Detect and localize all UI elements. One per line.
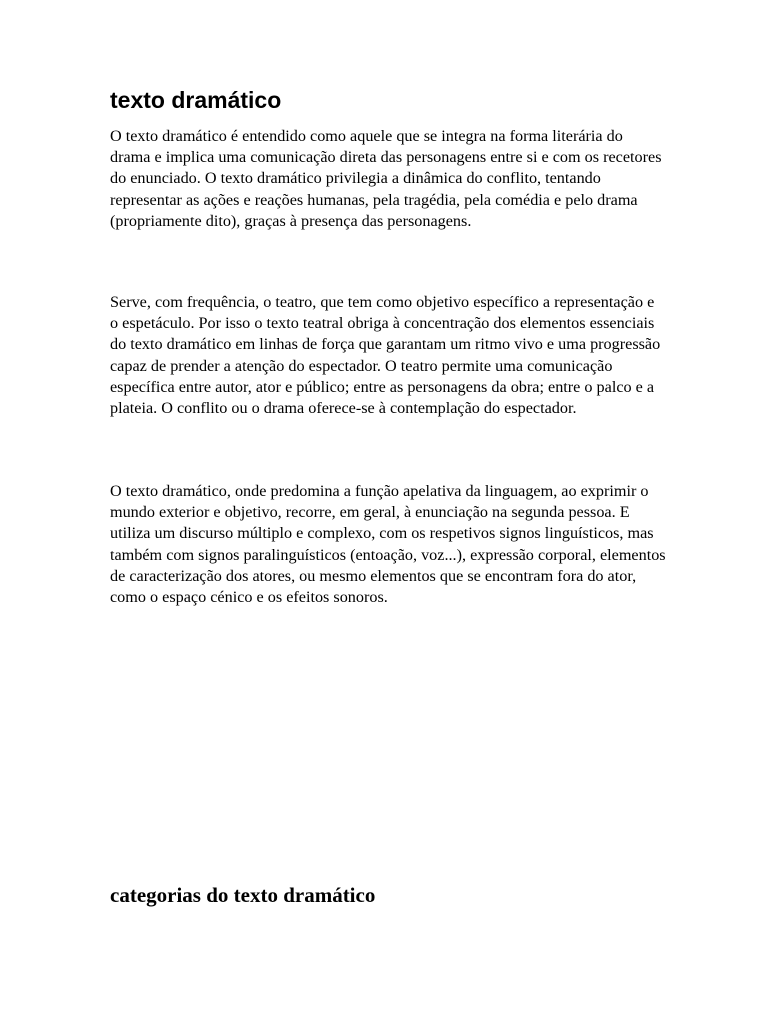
paragraph-1: O texto dramático é entendido como aquele que se integra na forma literária do drama e implica uma comunicação direta das personagens entre si e com os recetores do enunciado. O texto dramático privilegia a dinâmica do conflito, tentando representar as ações e reações humanas, pela tragédia, pela comédia e pelo drama (propriamente dito), graças à presença das personagens.: [110, 127, 662, 230]
paragraph-3: O texto dramático, onde predomina a função apelativa da linguagem, ao exprimir o mundo exterior e objetivo, recorre, em geral, à enunciação na segunda pessoa. E utiliza um discurso múltiplo e complexo, com os respetivos signos linguísticos, mas também com signos paralinguísticos (entoação, voz...), expressão corporal, elementos de caracterização dos atores, ou mesmo elementos que se encontram fora do ator, como o espaço cénico e os efeitos sonoros.: [110, 482, 666, 607]
page-title: texto dramático: [110, 87, 282, 113]
paragraph-2: Serve, com frequência, o teatro, que tem como objetivo específico a representação e o espetáculo. Por isso o texto teatral obriga à concentração dos elementos essenciais do texto dramático em linhas de força que garantam um ritmo vivo e uma progressão capaz de prender a atenção do espectador. O teatro permite uma comunicação específica entre autor, ator e público; entre as personagens da obra; entre o palco e a plateia. O conflito ou o drama oferece-se à contemplação do espectador.: [110, 293, 661, 418]
section-heading: categorias do texto dramático: [110, 883, 376, 907]
